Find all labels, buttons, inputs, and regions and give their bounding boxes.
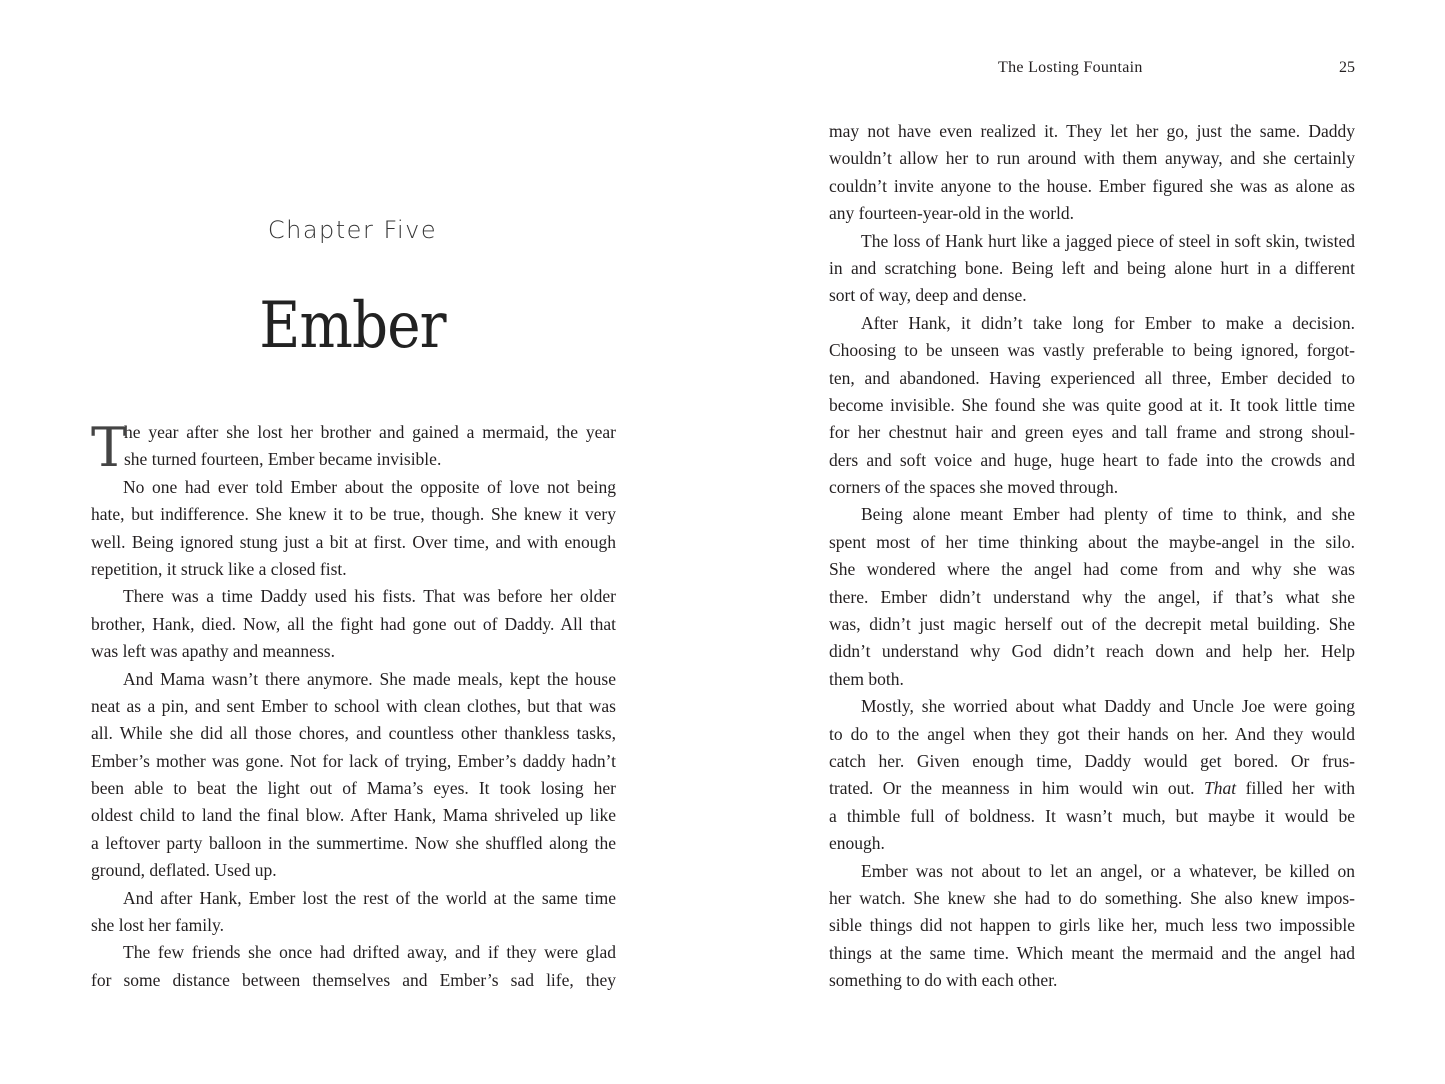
text-line: And Mama wasn’t there anymore. She made meals, kept the house (123, 668, 616, 689)
text-line: she lost her family. (91, 915, 225, 936)
text-line: trated. Or the meanness in him would win out. That filled her with (829, 778, 1356, 799)
text-line: brother, Hank, died. Now, all the fight had gone out of Daddy. All that (91, 613, 616, 634)
text-line: Ember’s mother was gone. Not for lack of trying, Ember’s daddy hadn’t (91, 750, 616, 771)
text-line: oldest child to land the final blow. After Hank, Mama shriveled up like (91, 805, 616, 826)
text-line: wouldn’t allow her to run around with them anyway, and she certainly (829, 148, 1355, 169)
text-line: spent most of her time thinking about the maybe-angel in the silo. (829, 531, 1355, 552)
text-line: She wondered where the angel had come from and why she was (829, 559, 1355, 580)
text-line: things at the same time. Which meant the mermaid and the angel had (829, 942, 1355, 963)
text-line: After Hank, it didn’t take long for Ember to make a decision. (861, 312, 1355, 333)
text-line: a thimble full of boldness. It wasn’t much, but maybe it would be (829, 805, 1355, 826)
text-line: ten, and abandoned. Having experienced all three, Ember decided to (829, 367, 1355, 388)
text-line: couldn’t invite anyone to the house. Ember figured she was as alone as (829, 175, 1355, 196)
chapter-label: Chapter Five (267, 216, 438, 244)
text-line: any fourteen-year-old in the world. (829, 203, 1075, 224)
text-line: something to do with each other. (829, 970, 1058, 991)
page-number: 25 (1339, 59, 1355, 76)
text-line: them both. (829, 668, 904, 689)
text-line: well. Being ignored stung just a bit at first. Over time, and with enough (91, 531, 616, 552)
right-body-text (829, 118, 1355, 995)
text-line: become invisible. She found she was quite good at it. It took little time (829, 394, 1355, 415)
text-line: repetition, it struck like a closed fist. (91, 558, 347, 579)
text-line: for some distance between themselves and Ember’s sad life, they (91, 969, 616, 990)
text-line: catch her. Given enough time, Daddy would get bored. Or frus- (829, 750, 1355, 771)
text-line: sort of way, deep and dense. (829, 285, 1027, 306)
drop-cap: T (91, 416, 128, 479)
text-line: No one had ever told Ember about the opposite of love not being (123, 476, 616, 497)
text-line: sible things did not happen to girls like her, much less two impossible (829, 915, 1355, 936)
text-line: her watch. She knew she had to do something. She also knew impos- (829, 887, 1355, 908)
text-line: ground, deflated. Used up. (91, 860, 277, 881)
text-line: Ember was not about to let an angel, or a whatever, be killed on (861, 860, 1355, 881)
text-line: Choosing to be unseen was vastly preferable to being ignored, forgot- (829, 340, 1355, 361)
text-line: Mostly, she worried about what Daddy and Uncle Joe were going (861, 696, 1355, 717)
text-line: she turned fourteen, Ember became invisible. (124, 449, 442, 470)
left-page (0, 0, 722, 1084)
text-line: The loss of Hank hurt like a jagged piece of steel in soft skin, twisted (861, 230, 1355, 251)
text-line: Being alone meant Ember had plenty of time to think, and she (861, 504, 1355, 525)
text-line: neat as a pin, and sent Ember to school with clean clothes, but that was (91, 695, 616, 716)
text-line: There was a time Daddy used his fists. That was before her older (123, 586, 616, 607)
text-line: he year after she lost her brother and gained a mermaid, the year (124, 422, 616, 442)
text-line: enough. (829, 833, 885, 854)
text-line: corners of the spaces she moved through. (829, 477, 1119, 498)
left-body-text (91, 416, 616, 994)
text-line: in and scratching bone. Being left and being alone hurt in a different (829, 257, 1355, 278)
text-line: ders and soft voice and huge, huge heart to fade into the crowds and (829, 449, 1355, 470)
text-line: hate, but indifference. She knew it to be true, though. She knew it very (91, 504, 616, 525)
chapter-title: Ember (259, 289, 446, 363)
text-line: for her chestnut hair and green eyes and tall frame and strong shoul- (829, 422, 1355, 443)
running-head: The Losting Fountain (998, 59, 1143, 76)
text-line: a leftover party balloon in the summertime. Now she shuffled along the (91, 832, 616, 853)
text-line: to do to the angel when they got their hands on her. And they would (829, 723, 1355, 744)
text-line: was, didn’t just magic herself out of the decrepit metal building. She (829, 614, 1355, 635)
text-line: was left was apathy and meanness. (91, 641, 335, 662)
text-line: there. Ember didn’t understand why the angel, if that’s what she (829, 586, 1355, 607)
text-line: may not have even realized it. They let her go, just the same. Daddy (829, 121, 1355, 141)
text-line: been able to beat the light out of Mama’s eyes. It took losing her (91, 778, 616, 799)
text-line: And after Hank, Ember lost the rest of the world at the same time (123, 887, 616, 908)
text-line: didn’t understand why God didn’t reach down and help her. Help (829, 641, 1355, 662)
text-line: all. While she did all those chores, and countless other thankless tasks, (91, 723, 616, 744)
right-page (722, 0, 1445, 1084)
text-line: The few friends she once had drifted away, and if they were glad (123, 942, 616, 963)
